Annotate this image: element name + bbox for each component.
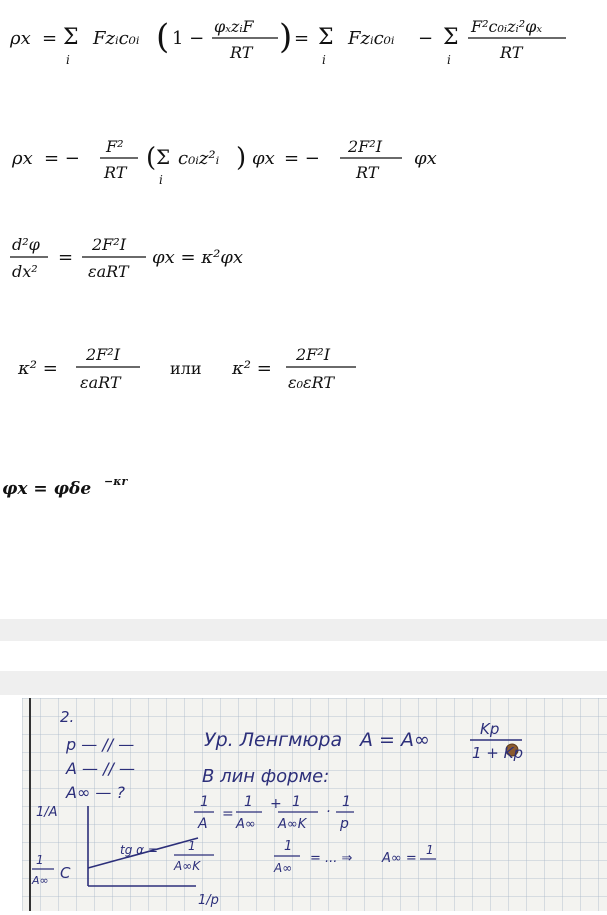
eq2-lhs: ρx (12, 148, 33, 169)
eq2-paren-open: ( (146, 143, 157, 173)
note-line3: A∞ — ? (66, 783, 125, 802)
lin-p: p (340, 816, 349, 832)
eq5-exp: −κr (104, 475, 128, 488)
eq2-sum-body: c₀ᵢz²ᵢ (178, 148, 220, 169)
eq1-idx3: i (447, 53, 451, 67)
note-eq-den: 1 + Kp (472, 744, 524, 762)
tg-num: 1 (188, 839, 196, 853)
lin-plus: + (270, 796, 282, 812)
eq2-frac1-num: F² (106, 137, 124, 156)
eq1-paren-open: ( (156, 17, 170, 57)
eq1-frac1-den: RT (230, 43, 253, 62)
lin-1b: 1 (244, 794, 253, 810)
lin-eq: = (222, 806, 234, 822)
eq4-word: или (170, 359, 202, 378)
lin-AinfK: A∞K (278, 817, 307, 832)
res-frac-1: 1 (426, 843, 434, 857)
eq1-sum: Σ (63, 25, 79, 50)
eq4-frac2-num: 2F²I (296, 345, 331, 364)
eq3-rel: = (58, 247, 74, 268)
eq1-frac1-num: φₓzᵢF (214, 17, 254, 36)
eq4-lhs2: κ² = (232, 358, 272, 379)
note-eq-num: Kp (480, 720, 500, 738)
plot-intercept-den: A∞ (32, 874, 49, 887)
equation-4 (0, 340, 607, 400)
note-line-form: В лин форме: (202, 766, 330, 787)
eq2-frac1-den: RT (104, 163, 127, 182)
eq1-sum2: Σ (318, 25, 334, 50)
separator-bar-1 (0, 619, 607, 641)
eq1-rel: = (42, 28, 58, 49)
note-num: 2. (60, 708, 75, 726)
notebook-photo (22, 698, 607, 911)
eq3-lhs-num: d²φ (12, 235, 40, 254)
note-line2: A — // — (66, 759, 135, 778)
eq2-frac2-den: RT (356, 163, 379, 182)
lin-1c: 1 (292, 794, 301, 810)
note-line1: p — // — (66, 735, 135, 754)
equation-3 (0, 230, 607, 290)
eq1-one: 1 − (172, 28, 205, 49)
plot-intercept-1: 1 (36, 853, 44, 867)
eq3-frac-den: εaRT (88, 262, 129, 281)
eq1-rel2: = (294, 28, 310, 49)
note-title: Ур. Ленгмюра (204, 729, 343, 751)
equation-2 (0, 130, 607, 190)
lin-1a: 1 (200, 794, 209, 810)
eq4-frac2-den: ε₀εRT (288, 373, 335, 392)
eq1-paren-close: ) (279, 17, 293, 57)
separator-bar-2 (0, 671, 607, 695)
eq3-lhs-den: dx² (12, 262, 38, 281)
eq2-frac2-num: 2F²I (348, 137, 383, 156)
tg-den: A∞K (174, 859, 201, 873)
lin-dot: · (326, 804, 331, 820)
eq1-frac2-num: F²c₀ᵢzᵢ²φₓ (471, 17, 543, 36)
eq1-term1: Fzᵢc₀ᵢ (93, 28, 140, 49)
plot-C: C (60, 864, 71, 882)
eq2-paren-close: ) (236, 143, 247, 173)
eq1-minus: − (418, 28, 434, 49)
eq4-frac1-den: εaRT (80, 373, 121, 392)
res-den: A∞ (274, 861, 293, 875)
eq2-phi: φx (252, 148, 275, 169)
eq1-frac2-den: RT (500, 43, 523, 62)
res-A: A∞ = (382, 851, 417, 866)
eq1-idx: i (66, 53, 70, 67)
lin-A: A (198, 816, 208, 832)
eq3-mid: φx = κ²φx (152, 247, 244, 268)
lin-1d: 1 (342, 794, 351, 810)
eq5-text: φx = φδe (2, 479, 92, 499)
lin-Ainf: A∞ (236, 817, 256, 832)
eq4-frac1-num: 2F²I (86, 345, 121, 364)
eq4-lhs: κ² = (18, 358, 58, 379)
eq2-rel2: = − (284, 148, 320, 169)
equation-1 (0, 12, 607, 72)
eq1-lhs: ρx (10, 28, 31, 49)
eq2-phi2: φx (414, 148, 437, 169)
eq2-idx: i (159, 173, 163, 187)
eq3-frac-num: 2F²I (92, 235, 127, 254)
eq1-idx2: i (322, 53, 326, 67)
eq2-sum: Σ (156, 145, 171, 169)
eq2-rel: = − (44, 148, 80, 169)
tg-text: tg α = (120, 843, 158, 857)
eq1-sum3: Σ (443, 25, 459, 50)
res-dots: = ... ⇒ (310, 851, 353, 866)
res-1: 1 (284, 839, 293, 854)
plot-y-label: 1/A (36, 805, 58, 820)
plot-x-label: 1/p (198, 893, 219, 908)
note-eq-lhs: A = A∞ (360, 729, 430, 751)
equation-5 (0, 468, 200, 508)
eq1-term2: Fzᵢc₀ᵢ (348, 28, 395, 49)
